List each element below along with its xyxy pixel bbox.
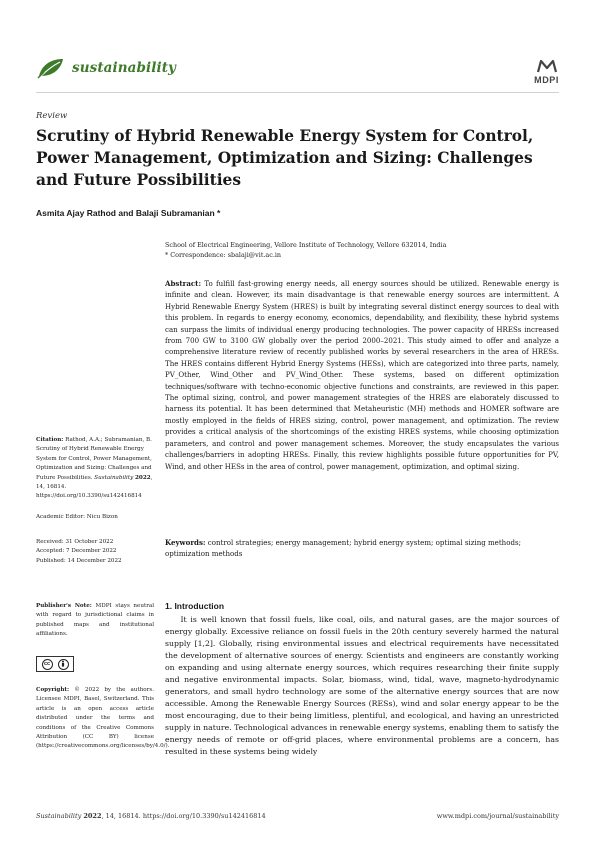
cc-by-license-icon[interactable]	[36, 656, 74, 672]
journal-logo[interactable]	[36, 56, 176, 80]
mdpi-logo-icon	[536, 58, 558, 74]
section-heading-introduction: 1. Introduction	[165, 601, 225, 611]
publisher-note-text: MDPI stays neutral with regard to jurisdictional claims in published maps and institutional affiliations.	[36, 603, 154, 638]
citation-label: Citation:	[36, 437, 64, 443]
article-title: Scrutiny of Hybrid Renewable Energy System for Control, Power Management, Optimization and Sizing: Challenges and Future Possibilities	[36, 127, 534, 189]
received-date: Received: 31 October 2022	[36, 539, 114, 545]
citation-doi[interactable]: , 14, 16814. https://doi.org/10.3390/su142416814	[36, 474, 153, 500]
affiliation-block	[165, 240, 446, 260]
citation-text: Rathod, A.A.; Subramanian, B. Scrutiny of Hybrid Renewable Energy System for Control, Power Management, Optimization and Sizing: Challenges and Future Possibilities.	[36, 437, 152, 481]
article-type: Review	[36, 111, 68, 121]
published-date: Published: 14 December 2022	[36, 557, 122, 564]
journal-name: sustainability	[72, 60, 176, 76]
introduction-paragraph: It is well known that fossil fuels, like coal, oils, and natural gases, are the major sources of energy globally. Excessive reliance on fossil fuels in the 20th century severely harmed the natural supply [1,2]. Globally, rising environmental issues and electrical requirements have necessitated the development of alternative sources of energy. Scientists and engineers are constantly working on expanding and using alternate energy sources, which requires researching their finite supply and negative environmental impacts. Solar, biomass, wind, tidal, wave, magneto-hydrodynamic generators, and small hydro technology are some of the alternative energy sources that are now accessible. Among the Renewable Energy Sources (RESs), wind and solar energy appear to be the most encouraging, due to their being limitless, plentiful, and ecological, and having an unrestricted supply in nature. Technological advances in renewable energy systems, enabling them to satisfy the energy needs of remote or off-grid places, where environmental problems are a concern, has resulted in these systems being widely	[165, 615, 560, 756]
correspondence: * Correspondence: sbalaji@vit.ac.in	[165, 251, 282, 259]
abstract-label: Abstract:	[165, 279, 202, 288]
copyright-text: © 2022 by the authors. Licensee MDPI, Basel, Switzerland. This article is an open access article distributed under the terms and conditions of the Creative Commons Attribution (CC BY) license (https://creativecommons.org/licenses/by/4.0/).	[36, 687, 170, 750]
page-footer	[36, 812, 559, 820]
citation-year: 2022	[135, 474, 151, 481]
article-dates	[36, 538, 154, 566]
publisher-name: MDPI	[534, 75, 559, 85]
header-divider	[36, 92, 559, 93]
attribution-icon	[58, 659, 69, 670]
academic-editor: Academic Editor: Nicu Bizon	[36, 514, 118, 520]
citation-block	[36, 436, 154, 502]
copyright-label: Copyright:	[36, 687, 70, 693]
publisher-note-label: Publisher's Note:	[36, 603, 92, 609]
footer-journal: Sustainability	[36, 812, 82, 820]
abstract	[165, 278, 559, 472]
keywords-label: Keywords:	[165, 538, 206, 547]
citation-journal: Sustainability	[94, 474, 134, 481]
keywords-text: control strategies; energy management; hybrid energy system; optimal sizing methods; optimization methods	[165, 538, 521, 559]
affiliation: School of Electrical Engineering, Vellore Institute of Technology, Vellore 632014, India	[165, 241, 447, 249]
copyright-block	[36, 686, 170, 752]
footer-url[interactable]: www.mdpi.com/journal/sustainability	[436, 812, 559, 820]
footer-doi[interactable]: , 14, 16814. https://doi.org/10.3390/su142416814	[101, 812, 266, 820]
abstract-text: To fulfill fast-growing energy needs, all energy sources should be utilized. Renewable energy is infinite and clean. However, its main disadvantage is that renewable energy sources are intermittent. A Hybrid Renewable Energy System (HRES) is built by integrating several distinct energy sources to deal with this problem. In regards to energy economy, economics, dependability, and flexibility, these hybrid systems can surpass the limits of individual energy producing technologies. The power capacity of HRESs increased from 700 GW to 3100 GW globally over the period 2000–2021. This study aimed to offer and analyze a comprehensive literature review of recently published works by several researchers in the area of HRESs. The HRES contains different Hybrid Energy Systems (HESs), which are categorized into three parts, namely, PV_Other, Wind_Other and PV_Wind_Other. These systems, based on different optimization techniques/software with techno-economic objective functions and constraints, are reviewed in this paper. The optimal sizing, control, and power management strategies of the HRES are elaborately discussed to harness its potential. It has been determined that Metaheuristic (MH) methods and HOMER software are mostly employed in the fields of HRES sizing, control, power management, and optimization. The review provides a critical analysis of the shortcomings of the existing HRES systems, while choosing optimization parameters, and control and power management schemes. Moreover, the study encapsulates the various challenges/barriers in adopting HRESs. Finally, this review highlights possible future opportunities for PV, Wind, and other HESs in the area of control, power management, optimization, and optimal sizing.	[165, 279, 559, 471]
cc-icon: cc	[42, 659, 53, 670]
leaf-logo-icon	[36, 56, 66, 80]
keywords	[165, 537, 559, 560]
publisher-note	[36, 602, 154, 640]
footer-year: 2022	[83, 812, 102, 820]
accepted-date: Accepted: 7 December 2022	[36, 548, 117, 555]
author-list: Asmita Ajay Rathod and Balaji Subramanian *	[36, 208, 221, 218]
footer-citation	[36, 812, 266, 820]
publisher-logo[interactable]	[534, 58, 559, 85]
